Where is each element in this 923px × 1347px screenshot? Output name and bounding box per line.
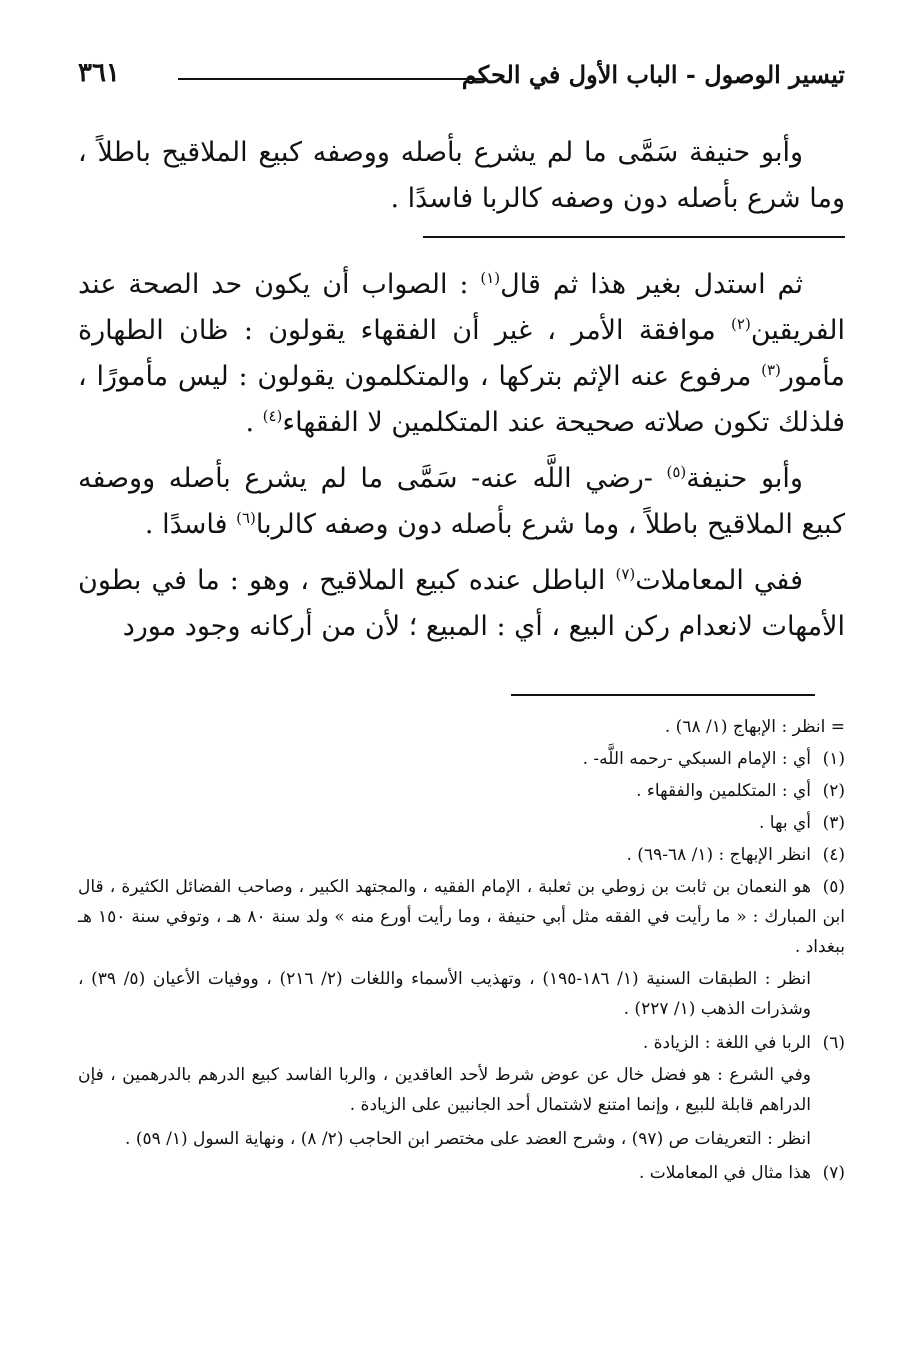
paragraph-1 [78,262,845,446]
footnote-6-definition: وفي الشرع : هو فضل خال عن عوض شرط لأحد العاقدين ، والربا الفاسد كبيع الدرهم بالدرهمين ، فإن الدراهم قابلة للبيع ، وإنما امتنع لاشتمال أحد الجانبين على الزيادة . [78,1065,811,1115]
text-run: -رضي اللَّه عنه- سَمَّى ما لم يشرع بأصله ووصفه كبيع الملاقيح باطلاً ، وما شرع بأصله دون وصفه كالربا [78,463,845,540]
footnote-continuation: = انظر : الإبهاج (١/ ٦٨) . [664,717,845,737]
header-rule [178,78,485,80]
running-title: تيسير الوصول - الباب الأول في الحكم [461,60,845,89]
footnote-6 [78,1028,845,1058]
footnote-ref-4[interactable]: (٤) [262,407,283,425]
footnote-6-sources: انظر : التعريفات ص (٩٧) ، وشرح العضد على مختصر ابن الحاجب (٢/ ٨) ، ونهاية السول (١/ ٥٩) . [125,1129,811,1149]
text-run: : الصواب أن يكون حد الصحة عند الفريقين [78,269,845,346]
footnote-number: (٤) [822,845,845,865]
paragraph-2 [78,456,845,548]
quote-line-2: شرع بأصله دون وصفه كالربا فاسدًا . [390,183,801,214]
footnote-number: (٢) [822,781,845,801]
page-header [78,52,845,102]
footnote-text: انظر الإبهاج : (١/ ٦٨-٦٩) . [626,845,811,865]
paragraph-3 [78,558,845,650]
page-number: ٣٦١ [78,58,120,88]
footnote-2 [78,776,845,806]
footnote-number: (٧) [822,1163,845,1183]
footnote-text: هذا مثال في المعاملات . [638,1163,811,1183]
footnote-text: الربا في اللغة : الزيادة . [642,1033,811,1053]
footnote-text: هو النعمان بن ثابت بن زوطي بن ثعلبة ، الإمام الفقيه ، والمجتهد الكبير ، وصاحب الفضائل الكثيرة ، قال ابن المبارك : « ما رأيت في الفقه مثل أبي حنيفة ، وما رأيت أورع منه » ولد سنة ٨٠ هـ ، وتوفي سنة ١٥٠ هـ ببغداد . [78,877,845,957]
footnote-number: (٣) [822,813,845,833]
footnote-4 [78,840,845,870]
footnote-ref-5[interactable]: (٥) [666,463,687,481]
footnote-ref-7[interactable]: (٧) [615,565,636,583]
quoted-matn [78,130,845,222]
footnote-number: (١) [822,749,845,769]
footnote-text: أي : الإمام السبكي -رحمه اللَّه- . [582,749,811,769]
footnote-7 [78,1158,845,1188]
footnote-ref-3[interactable]: (٣) [761,361,781,379]
footnote-5-sources: انظر : الطبقات السنية (١/ ١٨٦-١٩٥) ، وتهذيب الأسماء واللغات (٢/ ٢١٦) ، ووفيات الأعيان (٥/ ٣٩) ، وشذرات الذهب (١/ ٢٢٧) . [78,969,811,1019]
text-run: وأبو حنيفة [686,463,803,494]
footnote-5 [78,872,845,962]
text-run: موافقة الأمر ، غير أن الفقهاء يقولون : ظان الطهارة مأمور [78,315,845,392]
footnote-rule [511,694,815,696]
footnote-ref-6[interactable]: (٦) [236,509,256,527]
matn-separator-rule [423,236,845,238]
main-text [78,130,845,660]
footnote-text: أي : المتكلمين والفقهاء . [636,781,811,801]
text-run: مرفوع عنه الإثم بتركها ، والمتكلمون يقولون : ليس مأمورًا ، فلذلك تكون صلاته صحيحة عند المتكلمين لا الفقهاء [78,361,845,438]
footnote-number: (٥) [822,877,845,897]
text-run: . [245,407,263,438]
footnote-text: أي بها . [759,813,811,833]
quote-line-1: وأبو حنيفة سَمَّى ما لم يشرع بأصله ووصفه كبيع الملاقيح باطلاً ، وما [78,137,845,214]
text-run: ثم استدل بغير هذا ثم قال [500,269,803,300]
footnotes [78,712,845,1190]
footnote-1 [78,744,845,774]
text-run: ففي المعاملات [635,565,803,596]
text-run: الباطل عنده كبيع الملاقيح ، وهو : ما في بطون الأمهات لانعدام ركن البيع ، أي : المبيع ؛ لأن من أركانه وجود مورد [78,565,845,642]
footnote-number: (٦) [822,1033,845,1053]
footnote-ref-2[interactable]: (٢) [731,315,751,333]
footnote-ref-1[interactable]: (١) [480,269,501,287]
text-run: فاسدًا . [144,509,237,540]
footnote-3 [78,808,845,838]
